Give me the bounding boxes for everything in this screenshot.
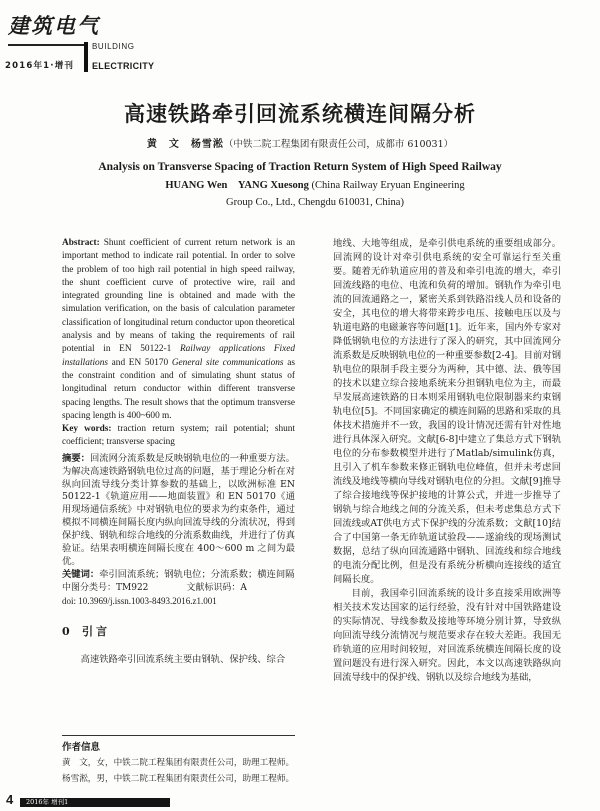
intro-paragraph-1-start: 高速铁路牵引回流系统主要由钢轨、保护线、综合 bbox=[80, 653, 286, 665]
abstract-en-text-3: as the constraint condition and of simulating shunt status of longitudinal return conductor within different transverse spacing lengths. The result shows that the optimum transverse spacing length is 400~600 m. bbox=[62, 357, 296, 421]
keywords-en-label: Key words: bbox=[62, 424, 112, 435]
authors-en: HUANG Wen YANG Xuesong bbox=[165, 180, 309, 191]
author-entry: 杨雪淞，男，中铁二院工程集团有限责任公司，助理工程师。 bbox=[62, 774, 295, 784]
intro-paragraph-2: 目前，我国牵引回流系统的设计多直接采用欧洲等相关技术发达国家的运行经验，没有针对中国铁路建设的实际情况、导线参数及接地等环境分别计算，导致纵向回流导线分流情况与规范要求存在较大差距。我国无砟轨道的应用时间较短，对回流系统横连间隔长度的设置问题没有进行深入研究。因此，本文以高速铁路纵向回流导线中的保护线、钢轨以及综合地线为基础， bbox=[333, 588, 561, 683]
section-title: 引言 bbox=[82, 624, 110, 638]
keywords-en-text: traction return system; rail potential; shunt coefficient; transverse spacing bbox=[62, 424, 295, 448]
article-title-en: Analysis on Transverse Spacing of Traction Return System of High Speed Railway bbox=[98, 161, 502, 173]
section-heading-intro bbox=[62, 624, 295, 639]
authors-cn: 黄 文 杨雪淞 bbox=[146, 139, 224, 150]
author-entry: 黄 文，女，中铁二院工程集团有限责任公司，助理工程师。 bbox=[62, 758, 295, 768]
document-code: 文献标识码：A bbox=[186, 582, 247, 593]
abstract-en-std-title-1b: Fixed installations bbox=[62, 344, 295, 368]
author-info-heading: 作者信息 bbox=[62, 742, 101, 753]
left-column bbox=[62, 237, 295, 667]
affiliation-en-part2: Group Co., Ltd., Chengdu 610031, China) bbox=[226, 197, 404, 208]
abstract-en-gap bbox=[265, 344, 274, 354]
header-rule bbox=[8, 44, 84, 46]
doi: doi: 10.3969/j.issn.1003-8493.2016.z1.001 bbox=[62, 595, 217, 606]
keywords-cn-text: 牵引回流系统；钢轨电位；分流系数；横连间隔 bbox=[99, 568, 295, 580]
abstract-cn-label: 摘要： bbox=[62, 452, 90, 464]
abstract-en-std-title-2: General site communications bbox=[171, 357, 284, 368]
article-title-cn: 高速铁路牵引回流系统横连间隔分析 bbox=[124, 101, 476, 126]
abstract-en-std-title-1a: Railway applications bbox=[179, 344, 266, 355]
authors-cn-line bbox=[0, 138, 600, 152]
abstract-en bbox=[62, 237, 295, 423]
journal-issue: 2016年1·增刊 bbox=[5, 61, 75, 71]
keywords-cn-label: 关键词： bbox=[62, 568, 100, 580]
header-divider-bar bbox=[84, 42, 88, 72]
keywords-en bbox=[62, 423, 295, 450]
author-info bbox=[62, 735, 295, 787]
journal-name-en-line2: ELECTRICITY bbox=[92, 61, 155, 71]
section-number: 0 bbox=[62, 624, 70, 638]
affiliation-en-part1: (China Railway Eryuan Engineering bbox=[308, 180, 465, 191]
abstract-en-text-2: and EN 50170 bbox=[107, 357, 172, 368]
affiliation-cn: （中铁二院工程集团有限责任公司，成都市 610031） bbox=[223, 139, 454, 150]
authors-en-line bbox=[30, 179, 600, 193]
page-number: 4 bbox=[6, 792, 14, 807]
abstract-en-label: Abstract: bbox=[62, 238, 100, 248]
abstract-en-text: Shunt coefficient of current return network is an important method to indicate rail potential. In order to solve the problem of too high rail potential in high speed railway, the shunt coefficient curve of protective wire, rail and integrated grounding line is obtained and made with the simulation verification, on the basis of calculation parameter classification of longitudinal return conductor upon theoretical analysis and by means of taking the requirements of rail potential in EN 50122-1 bbox=[62, 238, 295, 355]
keywords-cn bbox=[62, 569, 295, 582]
abstract-cn-text: 回流网分流系数是反映钢轨电位的一种重要方法。为解决高速铁路钢轨电位过高的问题，基于理论分析在对纵向回流导线分类计算参数的基础上，以欧洲标准 EN 50122-1《轨道应用——地面装置》和 EN 50170《通用现场通信系统》中对钢轨电位的要求为约束条件，通过模拟不同横连间隔长度内纵向回流导线的分流状况，得到保护线、钢轨和综合地线的分流系数曲线，并进行了仿真验证。结果表明横连间隔长度在 400～600 m 之间为最优。 bbox=[62, 452, 295, 567]
footer-issue-bar bbox=[20, 798, 170, 807]
abstract-cn bbox=[62, 453, 295, 569]
classification-line bbox=[62, 582, 295, 595]
journal-logo: 建筑电气 bbox=[8, 13, 100, 38]
journal-name-en-line1: BUILDING bbox=[92, 42, 135, 51]
right-column bbox=[333, 237, 561, 685]
footer-issue: 2016年 增刊1 bbox=[26, 798, 69, 806]
intro-paragraph-1-cont: 地线、大地等组成，是牵引供电系统的重要组成部分。回流网的设计对牵引供电系统的安全可靠运行至关重要。随着无砟轨道应用的普及和牵引电流的增大，牵引回流线路的电位、电流和负荷的增加。钢轨作为牵引电流的回流通路之一，紧密关系到铁路沿线人员和设备的安全，其电位的增大将带来跨步电压、接触电压以及与轨道电路的电磁兼容等问题[1]。近年来，国内外专家对降低钢轨电位的方法进行了深入的研究，其中回流网分流系数是反映钢轨电位的一种重要参数[2-4]。目前对钢轨电位的限制手段主要分为两种，其中德、法、俄等国的技术以建立综合接地系统来分担钢轨电位为主，而最早发展高速铁路的日本则采用钢轨电位限制器来约束钢轨电位[5]。不同国家确定的横连间隔的思路和采取的具体技术措施并不一致，我国的设计情况还需有针对性地进行具体深入研究。文献[6-8]中建立了集总方式下钢轨电位的分布参数模型并进行了Matlab/simulink仿真，且引入了机车参数来修正钢轨电位峰值，但并未考虑回流线及地线等横向导线对钢轨电位的分担。文献[9]推导了综合接地线等保护接地的计算公式，并进一步推导了钢轨与综合地线之间的分流关系，但未考虑集总方式下回流线或AT供电方式下保护线的分流系数；文献[10]结合了中国第一条无砟轨道试验段——遂渝线的现场测试数据，总结了纵向回流通路中钢轨、回流线和综合地线的电流分配比例，但是没有系统分析横向连接线的适宜间隔长度。 bbox=[333, 238, 561, 585]
clc-number: 中图分类号：TM922 bbox=[62, 582, 149, 593]
